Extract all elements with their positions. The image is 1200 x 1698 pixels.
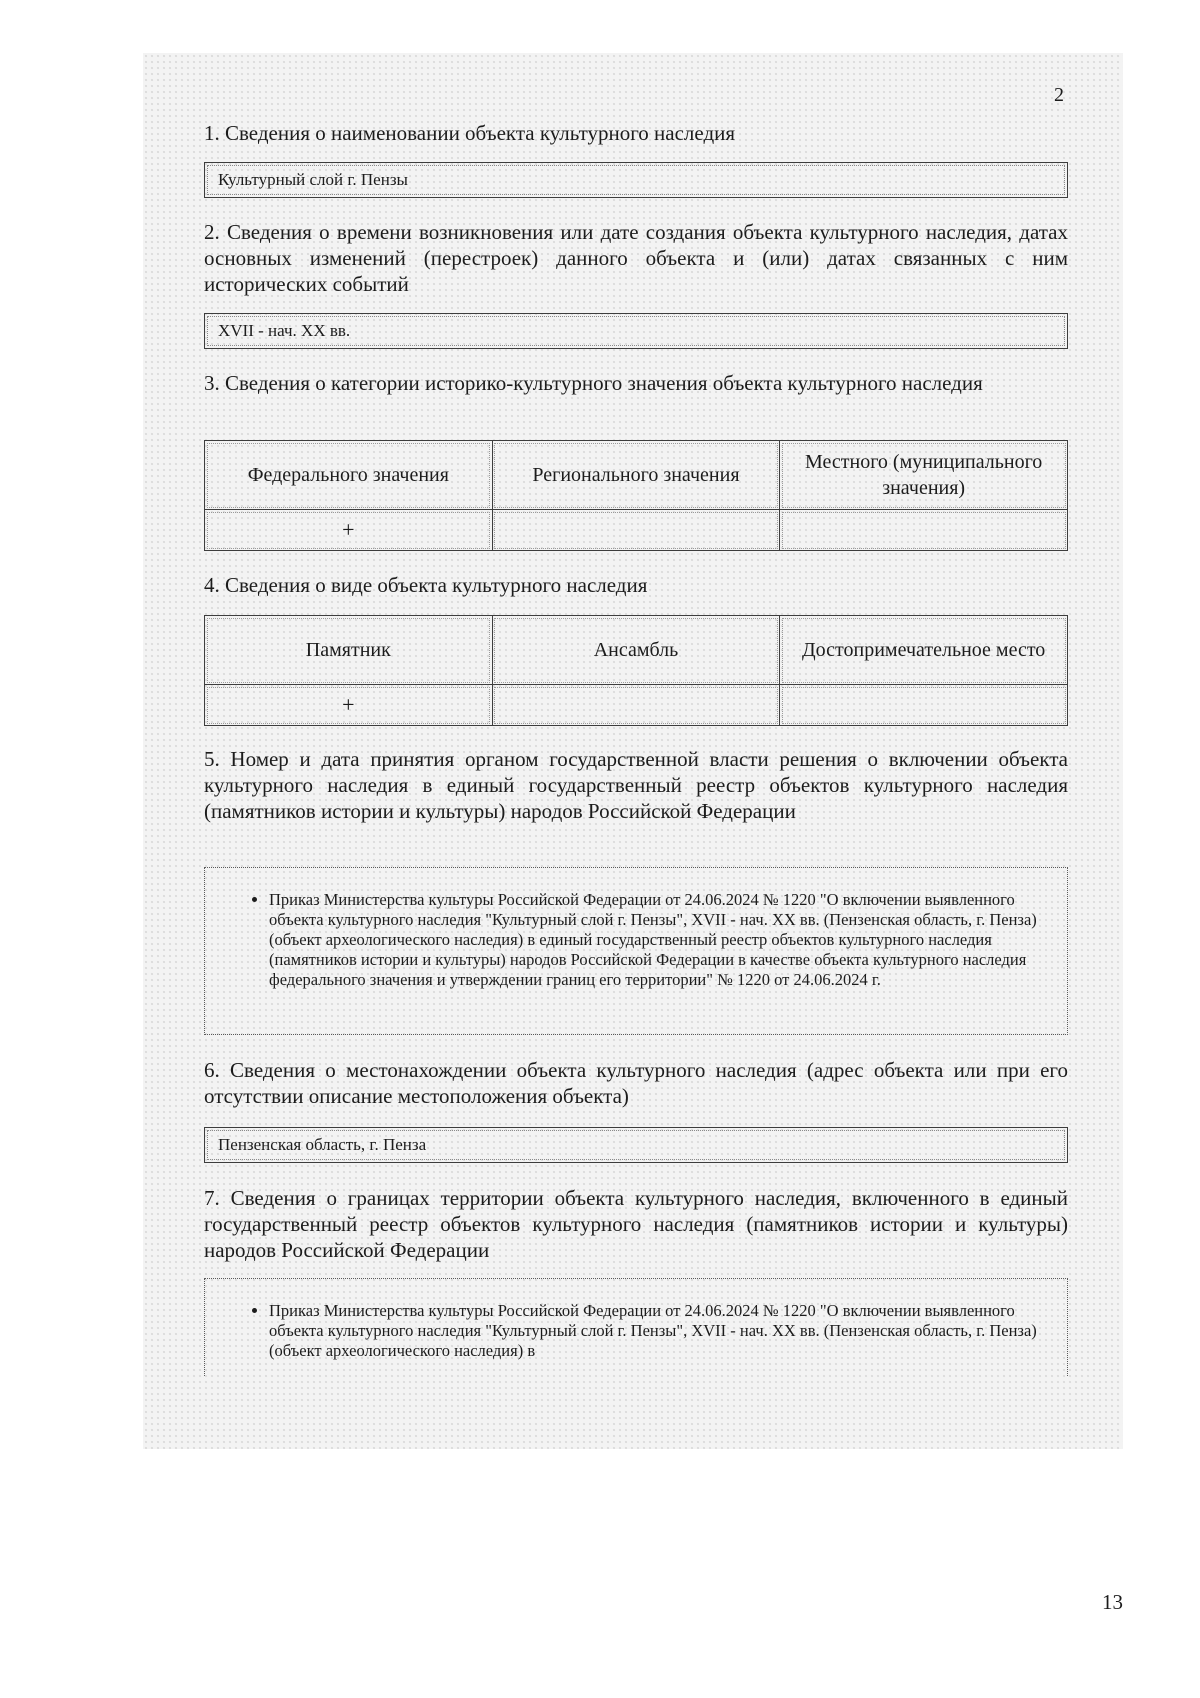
column-regional: Регионального значения <box>492 441 780 510</box>
mark-local <box>780 510 1068 551</box>
section-7-order-item: • Приказ Министерства культуры Российской Федерации от 24.06.2024 № 1220 "О включении выявленного объекта культурного наследия "Культурный слой г. Пензы", XVII - нач. XX вв. (Пензенская область, г. Пенза) (объект археологического наследия) в <box>269 1301 1037 1361</box>
footer-page-number: 13 <box>1102 1590 1123 1614</box>
section-6-value: Пензенская область, г. Пенза <box>204 1127 1068 1163</box>
inner-page-number: 2 <box>1054 84 1064 106</box>
section-4-heading: 4. Сведения о виде объекта культурного наследия <box>204 573 648 597</box>
mark-monument: + <box>205 685 493 726</box>
section-7-list <box>204 1278 1068 1376</box>
object-type-table <box>204 615 1068 726</box>
section-2-value: XVII - нач. XX вв. <box>204 313 1068 349</box>
mark-regional <box>492 510 780 551</box>
column-local: Местного (муниципального значения) <box>780 441 1068 510</box>
section-5-heading: 5. Номер и дата принятия органом государственной власти решения о включении объекта культурного наследия в единый государственный реестр объектов культурного наследия (памятников истории и культуры) народов Российской Федерации <box>204 747 1068 823</box>
section-6-heading: 6. Сведения о местонахождении объекта культурного наследия (адрес объекта или при его отсутствии описание местоположения объекта) <box>204 1058 1068 1108</box>
significance-category-table <box>204 440 1068 551</box>
section-1-heading: 1. Сведения о наименовании объекта культурного наследия <box>204 121 736 145</box>
column-ensemble: Ансамбль <box>492 616 780 685</box>
column-landmark: Достопримечательное место <box>780 616 1068 685</box>
mark-federal: + <box>205 510 493 551</box>
section-3-heading: 3. Сведения о категории историко-культурного значения объекта культурного наследия <box>204 371 983 395</box>
column-monument: Памятник <box>205 616 493 685</box>
column-federal: Федерального значения <box>205 441 493 510</box>
section-7-heading: 7. Сведения о границах территории объекта культурного наследия, включенного в единый государственный реестр объектов культурного наследия (памятников истории и культуры) народов Российской Федерации <box>204 1186 1068 1262</box>
section-2-heading: 2. Сведения о времени возникновения или дате создания объекта культурного наследия, датах основных изменений (перестроек) данного объекта и (или) датах связанных с ним исторических событий <box>204 220 1068 296</box>
mark-landmark <box>780 685 1068 726</box>
section-5-list <box>204 867 1068 1035</box>
mark-ensemble <box>492 685 780 726</box>
section-1-value: Культурный слой г. Пензы <box>204 162 1068 198</box>
section-5-order-item: • Приказ Министерства культуры Российской Федерации от 24.06.2024 № 1220 "О включении выявленного объекта культурного наследия "Культурный слой г. Пензы", XVII - нач. XX вв. (Пензенская область, г. Пенза) (объект археологического наследия) в единый государственный реестр объектов культурного наследия (памятников истории и культуры) народов Российской Федерации в качестве объекта культурного наследия федерального значения и утверждении границ его территории" № 1220 от 24.06.2024 г. <box>269 890 1037 990</box>
